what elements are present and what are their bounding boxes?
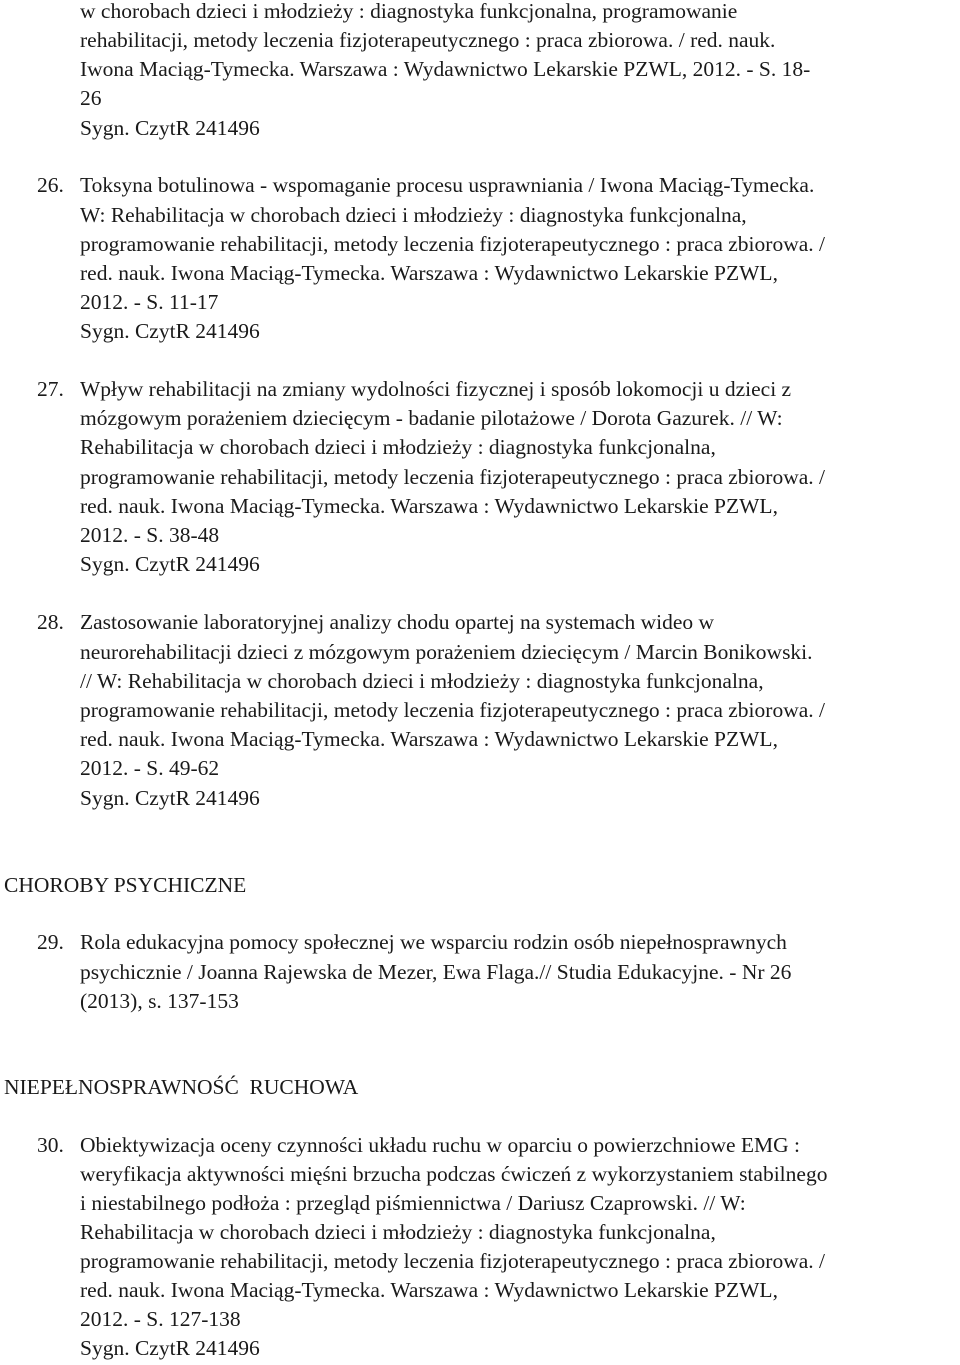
text-line: Iwona Maciąg-Tymecka. Warszawa : Wydawnictwo Lekarskie PZWL, 2012. - S. 18-: [80, 57, 811, 81]
text-line: programowanie rehabilitacji, metody leczenia fizjoterapeutycznego : praca zbiorowa. /: [80, 465, 825, 489]
text-line: programowanie rehabilitacji, metody leczenia fizjoterapeutycznego : praca zbiorowa. /: [80, 698, 825, 722]
text-line: red. nauk. Iwona Maciąg-Tymecka. Warszawa : Wydawnictwo Lekarskie PZWL,: [80, 494, 778, 518]
section-heading: NIEPEŁNOSPRAWNOŚĆ RUCHOWA: [4, 1075, 359, 1099]
entry-number: 27.: [37, 377, 64, 401]
text-line: Obiektywizacja oceny czynności układu ruchu w oparciu o powierzchniowe EMG :: [80, 1133, 801, 1157]
shelf-mark: Sygn. CzytR 241496: [80, 1336, 260, 1360]
text-line: 2012. - S. 38-48: [80, 523, 220, 547]
text-line: 2012. - S. 11-17: [80, 290, 219, 314]
text-line: mózgowym porażeniem dziecięcym - badanie pilotażowe / Dorota Gazurek. // W:: [80, 406, 783, 430]
text-line: Rehabilitacja w chorobach dzieci i młodzieży : diagnostyka funkcjonalna,: [80, 435, 716, 459]
text-line: 26: [80, 86, 102, 110]
text-line: psychicznie / Joanna Rajewska de Mezer, Ewa Flaga.// Studia Edukacyjne. - Nr 26: [80, 960, 792, 984]
text-line: rehabilitacji, metody leczenia fizjoterapeutycznego : praca zbiorowa. / red. nauk.: [80, 28, 776, 52]
text-line: red. nauk. Iwona Maciąg-Tymecka. Warszawa : Wydawnictwo Lekarskie PZWL,: [80, 261, 778, 285]
text-line: i niestabilnego podłoża : przegląd piśmiennictwa / Dariusz Czaprowski. // W:: [80, 1191, 746, 1215]
text-line: red. nauk. Iwona Maciąg-Tymecka. Warszawa : Wydawnictwo Lekarskie PZWL,: [80, 1278, 778, 1302]
text-line: weryfikacja aktywności mięśni brzucha podczas ćwiczeń z wykorzystaniem stabilnego: [80, 1162, 828, 1186]
shelf-mark: Sygn. CzytR 241496: [80, 116, 260, 140]
text-line: Rehabilitacja w chorobach dzieci i młodzieży : diagnostyka funkcjonalna,: [80, 1220, 716, 1244]
entry-number: 29.: [37, 930, 64, 954]
text-line: Wpływ rehabilitacji na zmiany wydolności fizycznej i sposób lokomocji u dzieci z: [80, 377, 792, 401]
entry-number: 26.: [37, 173, 64, 197]
shelf-mark: Sygn. CzytR 241496: [80, 786, 260, 810]
entry-number: 28.: [37, 610, 64, 634]
text-line: (2013), s. 137-153: [80, 989, 239, 1013]
shelf-mark: Sygn. CzytR 241496: [80, 552, 260, 576]
text-line: Toksyna botulinowa - wspomaganie procesu usprawniania / Iwona Maciąg-Tymecka.: [80, 173, 815, 197]
text-line: W: Rehabilitacja w chorobach dzieci i młodzieży : diagnostyka funkcjonalna,: [80, 203, 747, 227]
text-line: Rola edukacyjna pomocy społecznej we wsparciu rodzin osób niepełnosprawnych: [80, 930, 787, 954]
text-line: programowanie rehabilitacji, metody leczenia fizjoterapeutycznego : praca zbiorowa. /: [80, 1249, 825, 1273]
text-line: programowanie rehabilitacji, metody leczenia fizjoterapeutycznego : praca zbiorowa. /: [80, 232, 825, 256]
section-heading: CHOROBY PSYCHICZNE: [4, 873, 247, 897]
entry-number: 30.: [37, 1133, 64, 1157]
text-line: red. nauk. Iwona Maciąg-Tymecka. Warszawa : Wydawnictwo Lekarskie PZWL,: [80, 727, 778, 751]
text-line: w chorobach dzieci i młodzieży : diagnostyka funkcjonalna, programowanie: [80, 0, 738, 23]
text-line: neurorehabilitacji dzieci z mózgowym porażeniem dziecięcym / Marcin Bonikowski.: [80, 640, 813, 664]
text-line: 2012. - S. 49-62: [80, 756, 220, 780]
text-line: Zastosowanie laboratoryjnej analizy chodu opartej na systemach wideo w: [80, 610, 715, 634]
shelf-mark: Sygn. CzytR 241496: [80, 319, 260, 343]
text-line: 2012. - S. 127-138: [80, 1307, 241, 1331]
text-line: // W: Rehabilitacja w chorobach dzieci i młodzieży : diagnostyka funkcjonalna,: [80, 669, 764, 693]
